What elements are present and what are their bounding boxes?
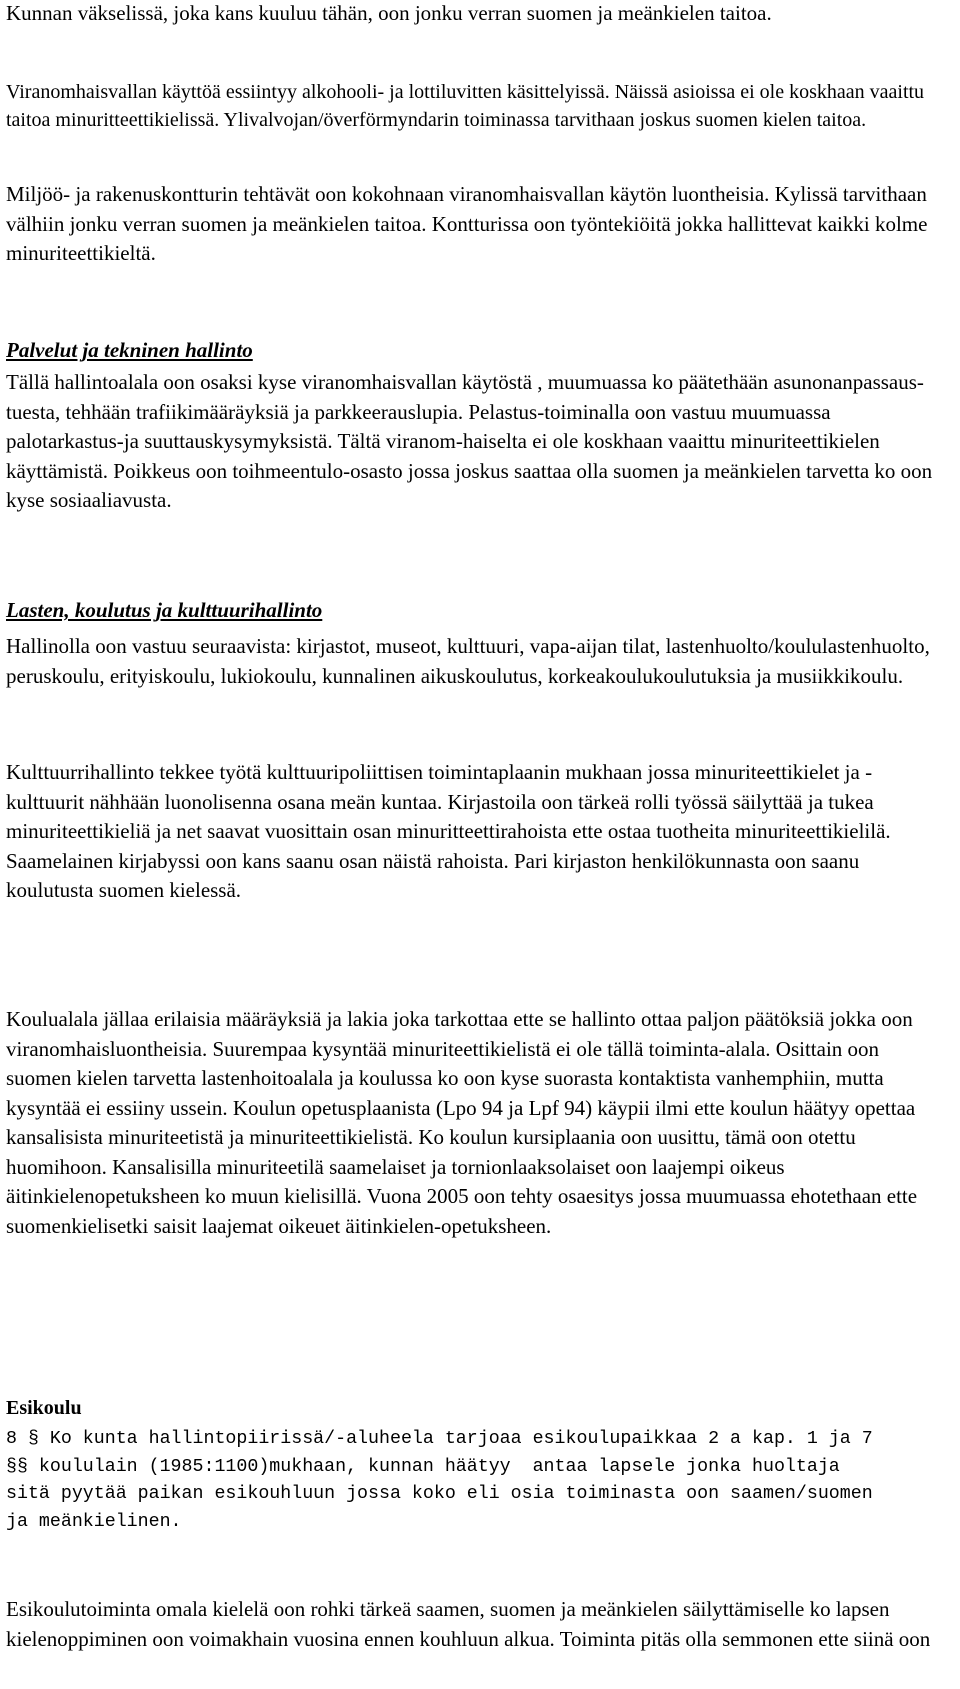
paragraph-2 <box>6 78 936 134</box>
paragraph-3 <box>6 180 936 269</box>
paragraph-text: Tällä hallintoalala oon osaksi kyse viranomhaisvallan käytöstä , muumuassa ko päätethään asunonanpassaus-tuesta, tehhään trafiikimääräyksiä ja parkkeerauslupia. Pelastus-toiminalla oon vastuu muumuassa palotarkastus-ja suuttauskysymyksistä. Tältä viranom-haiselta ei ole koskhaan vaaittu minuriteettikielen käyttämistä. Poikkeus oon toihmeentulo-osasto jossa joskus saattaa olla suomen ja meänkielen tarvetta ko oon kyse sosiaaliavusta. <box>6 370 933 512</box>
law-quote-text: 8 § Ko kunta hallintopiirissä/-aluheela tarjoaa esikoulupaikkaa 2 a kap. 1 ja 7 §§ koululain (1985:1100)mukhaan, kunnan häätyy antaa lapsele jonka huoltaja sitä pyytää paikan esikouhluun jossa koko eli osia toiminasta oon saamen/suomen ja meänkielinen. <box>6 1429 884 1532</box>
paragraph-6 <box>6 758 936 906</box>
paragraph-text: Kunnan väkselissä, joka kans kuuluu tähän, oon jonku verran suomen ja meänkielen taitoa. <box>6 1 772 25</box>
paragraph-4 <box>6 368 936 516</box>
section-heading: Palvelut ja tekninen hallinto <box>6 338 253 362</box>
section-esikoulu <box>6 1394 936 1422</box>
paragraph-5 <box>6 632 936 691</box>
section-lasten <box>6 596 936 625</box>
paragraph-8-law-quote <box>6 1426 884 1536</box>
section-heading: Esikoulu <box>6 1397 82 1419</box>
paragraph-text: Viranomhaisvallan käyttöä essiintyy alkohooli- ja lottiluvitten käsittelyissä. Näissä asioissa ei ole koskhaan vaaittu taitoa minuritteettikielissä. Ylivalvojan/överförmyndarin toiminassa tarvithaan joskus suomen kielen taitoa. <box>6 81 925 131</box>
paragraph-text: Kulttuurrihallinto tekkee työtä kulttuuripoliittisen toimintaplaanin mukhaan jossa minuriteettikielet ja -kulttuurit nähhään luonolisenna osana meän kuntaa. Kirjastoila oon tärkeä rolli työssä säilyttää ja tukea minuriteettikieliä ja net saavat vuosittain osan minuritteettirahoista ette ostaa tuotheita minuriteettikielilä. Saamelainen kirjabyssi oon kans saanu osan näistä rahoista. Pari kirjaston henkilökunnasta oon saanu koulutusta suomen kielessä. <box>6 760 891 902</box>
section-heading: Lasten, koulutus ja kulttuurihallinto <box>6 598 323 622</box>
paragraph-text: Koulualala jällaa erilaisia määräyksiä ja lakia joka tarkottaa ette se hallinto ottaa paljon päätöksiä jokka oon viranomhaisluontheisia. Suurempaa kysyntää minuriteettikielistä ei ole tällä toiminta-alala. Osittain oon suomen kielen tarvetta lastenhoitoalala ja koulussa ko oon kyse suorasta kontaktista vanhemphiin, mutta kysyntää ei essiiny ussein. Koulun opetusplaanista (Lpo 94 ja Lpf 94) käypii ilmi ette koulun häätyy opettaa kansalisista minuriteetistä ja minuriteettikielistä. Ko koulun kursiplaania oon uusittu, tämä oon otettu huomihoon. Kansalisilla minuriteetilä saamelaiset ja tornionlaaksolaiset oon laajempi oikeus äitinkielenopetuksheen ko muun kielisillä. Vuona 2005 oon tehty osaesitys jossa muumuassa ehotethaan ette suomenkielisetki saisit laajemat oikeuet äitinkielen-opetuksheen. <box>6 1007 918 1238</box>
section-palvelut <box>6 336 936 365</box>
paragraph-7 <box>6 1005 936 1241</box>
paragraph-1 <box>6 0 936 29</box>
paragraph-text: Esikoulutoiminta omala kielelä oon rohki tärkeä saamen, suomen ja meänkielen säilyttämiselle ko lapsen kielenoppiminen oon voimakhain vuosina ennen kouhluun alkua. Toiminta pitäs olla semmonen ette siinä oon <box>6 1597 931 1651</box>
paragraph-text: Hallinolla oon vastuu seuraavista: kirjastot, museot, kulttuuri, vapa-aijan tilat, lastenhuolto/koululastenhuolto, peruskoulu, erityiskoulu, lukiokoulu, kunnalinen aikuskoulutus, korkeakoulukoulutuksia ja musiikkikoulu. <box>6 634 930 688</box>
paragraph-9 <box>6 1595 936 1654</box>
paragraph-text: Miljöö- ja rakenuskontturin tehtävät oon kokohnaan viranomhaisvallan käytön luontheisia. Kylissä tarvithaan välhiin jonku verran suomen ja meänkielen taitoa. Kontturissa oon työntekiöitä jokka hallittevat kaikki kolme minuriteettikieltä. <box>6 182 928 265</box>
